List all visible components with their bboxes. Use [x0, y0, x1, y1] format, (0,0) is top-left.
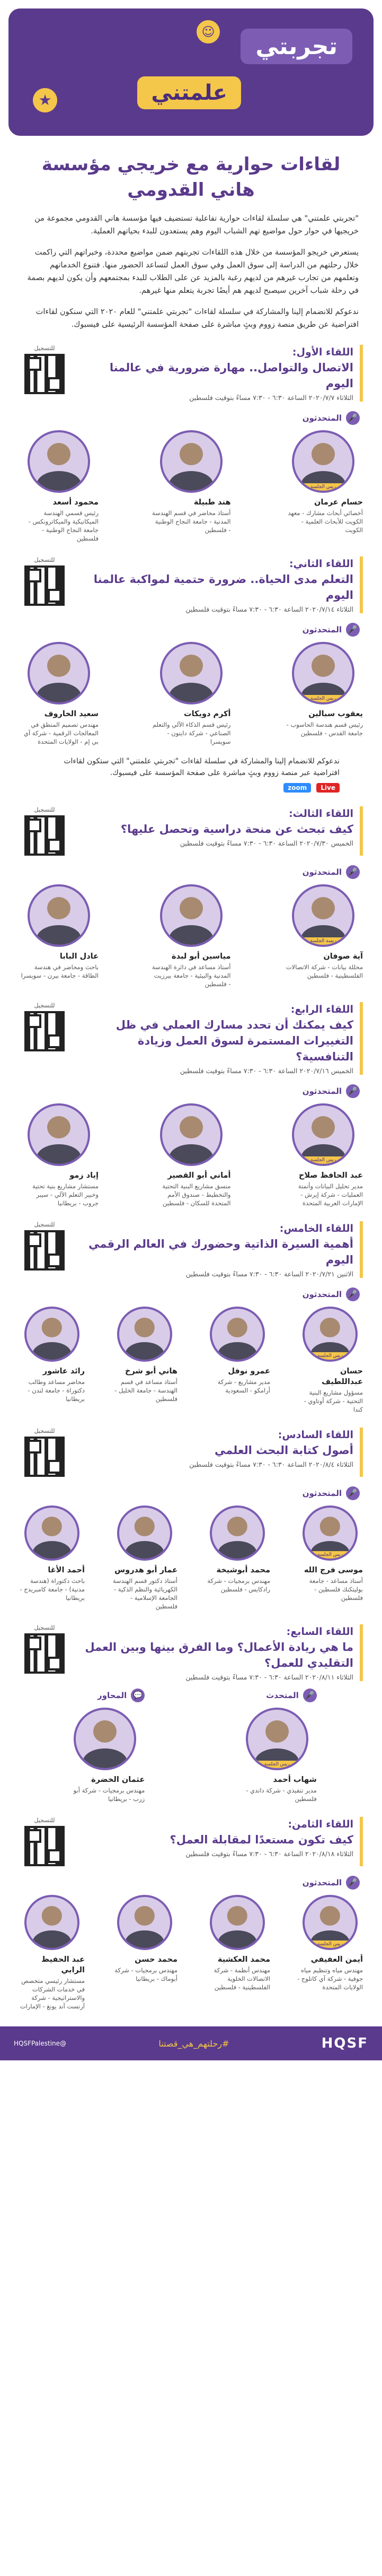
speaker-role: أستاذ مساعد - جامعة بوليتكنك فلسطين - فلسطين	[309, 1577, 363, 1602]
speakers-heading: المتحدثون	[302, 625, 342, 634]
session-title: التعلم مدى الحياة.. ضرورة حتمية لمواكبة عالمنا اليوم	[93, 573, 353, 602]
chat-icon: 💬	[131, 1689, 145, 1702]
qr-code-icon[interactable]	[24, 354, 65, 394]
speaker-card	[283, 1103, 363, 1207]
avatar	[303, 1307, 358, 1362]
avatar	[28, 642, 90, 704]
qr-code-icon[interactable]	[24, 815, 65, 856]
session-4	[19, 1002, 363, 1207]
speaker-role: رئيس قسمي الهندسة الميكانيكية والميكاترونكس - جامعة النجاح الوطنية - فلسطين	[28, 509, 99, 542]
page-title: لقاءات حوارية مع خريجي مؤسسة هاني القدومي	[41, 154, 341, 201]
avatar	[303, 1895, 358, 1950]
moderator-card	[65, 1681, 145, 1803]
qr-code-icon[interactable]	[24, 1826, 65, 1866]
intro-paragraph-2: يستعرض خريجو المؤسسة من خلال هذه اللقاءات تجربتهم ضمن مواضيع محددة، وخبراتهم التي راكمت خلال رحلتهم من الدراسة إلى سوق العمل وفي سوق العمل لتساعد الحضور منها. فتنوع الخدماتهم وتعلمهم من تجارب غيرهم من لديهم رغبة بالمزيد عن على الطلاب للبدء بمجتمعهم وأن يكون لديهم بصمة في رحلة شباب آخرين سيصبح لديهم هم أيضًا تجربة يتعلم منها غيرهم.	[27, 248, 359, 295]
footer	[0, 2026, 382, 2060]
speaker-name: أماني أبو القصير	[167, 1171, 231, 1180]
avatar	[160, 1103, 223, 1166]
session-8	[19, 1817, 363, 2011]
avatar	[117, 1307, 172, 1362]
speaker-role: مهندس برمجيات - شركة رادكايس - فلسطين	[207, 1577, 270, 1593]
avatar	[28, 1103, 90, 1166]
session-label: اللقاء السادس:	[278, 1429, 353, 1441]
speaker-role: مهندس مياه وتنظيم مياه جوفية - شركة آي كاتلوج - الولايات المتحدة	[297, 1966, 363, 1991]
register-qr[interactable]	[19, 556, 70, 606]
speaker-card	[19, 1895, 85, 2011]
speaker-role: مدير تحليل البيانات وأتمتة العمليات - شركة إيرش - الإمارات العربية المتحدة	[298, 1182, 363, 1207]
hashtag: #رحلتهم_هي_قصتنا	[158, 2038, 229, 2049]
speakers-heading: المتحدثون	[302, 1086, 342, 1096]
session-label: اللقاء السابع:	[286, 1626, 353, 1638]
microphone-icon: 🎤	[346, 865, 360, 879]
register-label: للتسجيل	[34, 1624, 55, 1631]
speaker-role: رئيس قسم هندسة الحاسوب - جامعة القدس - فلسطين	[286, 721, 363, 737]
speaker-role: منسق مشاريع البنية التحتية والتخطيط - صندوق الأمم المتحدة للسكان - فلسطين	[162, 1182, 231, 1207]
intro-paragraph-3: ندعوكم للانضمام إلينا والمشاركة في سلسلة لقاءات "تجربتي علمتني" للعام ٢٠٢٠ التي سنكون لقاءات افتراضية عن طريق منصة زووم وبثٍ مباشرة على صفحة المؤسسة الرئيسية على فيسبوك.	[35, 308, 359, 329]
avatar	[160, 642, 223, 704]
speaker-card	[205, 1895, 270, 2011]
speaker-role: أستاذ دكتور قسم الهندسة الكهربائية والنظم الذكية - الجامعة الإسلامية - فلسطين	[112, 1577, 177, 1610]
speaker-card	[297, 1505, 363, 1611]
speaker-card	[297, 1895, 363, 2011]
speaker-heading: المتحدث	[266, 1691, 299, 1700]
speaker-name: حسام عرمان	[314, 498, 363, 507]
speaker-role: أستاذ محاضر في قسم الهندسة المدنية - جامعة النجاح الوطنية - فلسطين	[152, 509, 231, 534]
chair-badge: ريس الجلسة	[305, 1940, 356, 1948]
qr-code-icon[interactable]	[24, 1011, 65, 1051]
speaker-name: عبد الحافظ صلاح	[298, 1171, 363, 1180]
speaker-card	[112, 1307, 177, 1414]
microphone-icon: 🎤	[346, 411, 360, 425]
register-qr[interactable]	[19, 1428, 70, 1477]
qr-code-icon[interactable]	[24, 1230, 65, 1270]
platform-badges	[42, 783, 340, 793]
moderator-name: عثمان الخضرة	[91, 1776, 145, 1784]
speakers-heading: المتحدثون	[302, 413, 342, 423]
avatar	[160, 430, 223, 493]
session-5	[19, 1221, 363, 1414]
speaker-card	[205, 1307, 270, 1414]
session-label: اللقاء الثاني:	[289, 558, 353, 570]
session-title: أصول كتابة البحث العلمي	[215, 1444, 353, 1457]
session-date: الثلاثاء ٢٠٢٠/٧/١٤ الساعة ٦:٣٠ - ٧:٣٠ مساءً بتوقيت فلسطين	[185, 605, 353, 613]
speaker-card	[19, 1103, 99, 1207]
speaker-name: رائد عاشور	[42, 1367, 85, 1376]
avatar	[210, 1307, 265, 1362]
speaker-card	[19, 430, 99, 543]
session-label: اللقاء الرابع:	[290, 1004, 353, 1015]
avatar	[292, 642, 354, 704]
session-2	[19, 556, 363, 793]
speaker-card	[19, 642, 99, 746]
session-7	[19, 1624, 363, 1803]
speaker-name: يعقوب سبالين	[308, 710, 363, 718]
session-title: ما هي ريادة الأعمال؟ وما الفرق بينها وبين العمل التقليدي للعمل؟	[85, 1641, 353, 1669]
speaker-name: شهاب أحمد	[273, 1776, 317, 1784]
speaker-role: مستشار رئيسي متخصص في خدمات الشركات والاستراتيجية - شركة آرنست آند يونغ - الإمارات	[20, 1977, 85, 2010]
speaker-name: عمرو نوفل	[228, 1367, 270, 1376]
register-label: للتسجيل	[34, 1817, 55, 1824]
hero-word-1: تجربتي	[241, 29, 352, 64]
session-date: الثلاثاء ٢٠٢٠/٨/١١ الساعة ٦:٣٠ - ٧:٣٠ مساءً بتوقيت فلسطين	[185, 1673, 353, 1681]
speaker-name: آية صوفان	[323, 952, 363, 961]
zoom-badge: zoom	[283, 783, 311, 793]
speaker-card	[283, 430, 363, 543]
speaker-card	[297, 1307, 363, 1414]
speakers-heading: المتحدثون	[302, 867, 342, 877]
session-date: الثلاثاء ٢٠٢٠/٧/٧ الساعة ٦:٣٠ - ٧:٣٠ مساءً بتوقيت فلسطين	[189, 394, 353, 402]
register-label: للتسجيل	[34, 345, 55, 352]
session-3	[19, 806, 363, 988]
speaker-card	[152, 884, 231, 988]
speaker-role: مسؤول مشاريع البنية التحتية - شركة أوتاوي - كندا	[304, 1389, 363, 1413]
register-label: للتسجيل	[34, 556, 55, 563]
session-date: الخميس ٢٠٢٠/٧/٣٠ الساعة ٦:٣٠ - ٧:٣٠ مساءً بتوقيت فلسطين	[180, 839, 353, 847]
chair-badge: ريسة الجلسة	[294, 937, 352, 945]
speaker-role: رئيس قسم الذكاء الآلي والتعلم الصناعي - شركة دايتون - سويسرا	[152, 721, 231, 745]
speaker-card	[19, 884, 99, 988]
register-label: للتسجيل	[34, 806, 55, 813]
hero-word-2: علمتني	[137, 76, 241, 109]
speaker-name: أحمد الأغا	[48, 1566, 85, 1574]
speaker-name: محمود أسعد	[52, 498, 99, 507]
join-note: ندعوكم للانضمام إلينا والمشاركة في سلسلة لقاءات "تجربتي علمتني" التي ستكون لقاءات افتراضية عبر منصة زووم وبثٍ مباشرة على صفحة المؤسسة على فيسبوك.	[64, 757, 340, 777]
speaker-card	[19, 1505, 85, 1611]
speaker-card	[205, 1505, 270, 1611]
avatar	[210, 1505, 265, 1561]
register-label: للتسجيل	[34, 1428, 55, 1434]
avatar	[303, 1505, 358, 1561]
speaker-name: هند طبيلة	[193, 498, 231, 507]
speaker-role: أستاذ مساعد في قسم الهندسة - جامعة الخليل - فلسطين	[114, 1378, 177, 1403]
chair-badge: ريس الجلسة	[305, 1551, 356, 1559]
register-qr[interactable]	[19, 806, 70, 856]
speaker-role: محاضر مساعد وطالب دكتوراة - جامعة لندن - بريطانيا	[28, 1378, 85, 1403]
qr-code-icon[interactable]	[24, 565, 65, 606]
speakers-heading: المتحدثون	[302, 1489, 342, 1498]
speaker-name: عبد الحفيظ الرابي	[41, 1955, 85, 1974]
avatar	[292, 1103, 354, 1166]
speaker-name: محمد أبوشيخة	[216, 1566, 270, 1574]
register-qr[interactable]	[19, 1002, 70, 1051]
session-label: اللقاء الخامس:	[279, 1223, 353, 1234]
speaker-role: أستاذ مساعد في دائرة الهندسة المدنية والبيئية - جامعة بيرزيت - فلسطين	[152, 963, 231, 988]
avatar	[28, 430, 90, 493]
speaker-card	[237, 1681, 317, 1803]
session-title: كيف يمكنك أن تحدد مسارك العملي في ظل التغييرات المستمرة لسوق العمل وزيادة التنافسية؟	[116, 1019, 353, 1063]
avatar	[160, 884, 223, 947]
speaker-role: مهندس برمجيات - شركة أبوماك - بريطانيا	[114, 1966, 177, 1982]
chair-badge: ريس الجلسة	[294, 695, 352, 702]
speaker-card	[112, 1895, 177, 2011]
avatar	[292, 884, 354, 947]
avatar	[28, 884, 90, 947]
chair-badge: ريس الجلسة	[305, 1352, 356, 1360]
session-title: كيف تكون مستعدًا لمقابلة العمل؟	[170, 1833, 353, 1846]
moderator-role: مهندس برمجيات - شركة أبو زرب - بريطانيا	[73, 1787, 145, 1803]
moderator-heading: المحاور	[97, 1691, 127, 1700]
speaker-name: حسان عبداللطيف	[322, 1367, 363, 1386]
speaker-name: محمد العكشية	[217, 1955, 270, 1964]
avatar	[292, 430, 354, 493]
speaker-name: إياد زمو	[69, 1171, 99, 1180]
social-handle[interactable]: @HQSFPalestine	[14, 2040, 67, 2047]
register-qr[interactable]	[19, 1817, 70, 1866]
speaker-name: هاني أبو شرخ	[125, 1367, 177, 1376]
hero-banner	[8, 8, 374, 136]
speaker-role: مستشار مشاريع بنية تحتية وخبير التعلم الآلي - سيبر جروب - بريطانيا	[32, 1182, 99, 1207]
avatar	[210, 1895, 265, 1950]
register-qr[interactable]	[19, 1624, 70, 1674]
microphone-icon: 🎤	[346, 1287, 360, 1301]
speaker-card	[19, 1307, 85, 1414]
speaker-name: محمد حسن	[135, 1955, 177, 1964]
speaker-card	[152, 642, 231, 746]
session-1	[19, 345, 363, 543]
qr-code-icon[interactable]	[24, 1437, 65, 1477]
speaker-role: محللة بيانات - شركة الاتصالات الفلسطينية - فلسطين	[286, 963, 363, 979]
chair-badge: ريس الجلسة	[248, 1761, 306, 1768]
qr-code-icon[interactable]	[24, 1633, 65, 1674]
speaker-card	[283, 884, 363, 988]
speaker-name: موسى فرج الله	[304, 1566, 363, 1574]
speaker-name: عادل البابا	[59, 952, 99, 961]
session-title: كيف تبحث عن منحة دراسية وتحصل عليها؟	[120, 823, 353, 836]
avatar	[246, 1708, 308, 1770]
speaker-role: باحث دكتوراة (هندسة مدنية) - جامعة كامبريدج - بريطانيا	[20, 1577, 85, 1602]
speaker-card	[152, 430, 231, 543]
speaker-name: سعيد الخاروف	[44, 710, 99, 718]
chair-badge: ريس الجلسة	[294, 483, 352, 491]
person-icon: ☺	[197, 20, 220, 43]
speaker-role: مدير تنفيذي - شركة داندي - فلسطين	[246, 1787, 317, 1803]
register-qr[interactable]	[19, 1221, 70, 1270]
speaker-role: مدير مشاريع - شركة أرامكو - السعودية	[217, 1378, 270, 1394]
microphone-icon: 🎤	[303, 1689, 317, 1702]
register-label: للتسجيل	[34, 1221, 55, 1228]
speaker-card	[112, 1505, 177, 1611]
register-label: للتسجيل	[34, 1002, 55, 1009]
session-label: اللقاء الأول:	[292, 346, 353, 358]
speakers-heading: المتحدثون	[302, 1290, 342, 1299]
speaker-name: أكرم دويكات	[184, 710, 231, 718]
avatar	[74, 1708, 136, 1770]
microphone-icon: 🎤	[346, 1084, 360, 1098]
session-date: الاثنين ٢٠٢٠/٧/٢١ الساعة ٦:٣٠ - ٧:٣٠ مساءً بتوقيت فلسطين	[185, 1270, 353, 1278]
session-label: اللقاء الثامن:	[288, 1818, 353, 1830]
avatar	[24, 1505, 79, 1561]
session-6	[19, 1428, 363, 1611]
speaker-role: مهندس تصميم المنطق في المعالجات الرقمية - شركة آي بي إم - الولايات المتحدة	[23, 721, 99, 745]
speaker-name: عمار أبو هدروس	[114, 1566, 177, 1574]
session-title: الاتصال والتواصل.. مهارة ضرورية في عالمنا اليوم	[109, 361, 353, 390]
speaker-role: مهندس أنظمة - شركة الاتصالات الخلوية الفلسطينية - فلسطين	[214, 1966, 270, 1991]
speaker-name: مياسين أبو لبدة	[172, 952, 231, 961]
session-date: الثلاثاء ٢٠٢٠/٨/١٨ الساعة ٦:٣٠ - ٧:٣٠ مساءً بتوقيت فلسطين	[185, 1850, 353, 1858]
speaker-role: باحث ومحاضر في هندسة الطاقة - جامعة بيرن - سويسرا	[21, 963, 99, 979]
speaker-name: أيمن العفيفي	[310, 1955, 363, 1964]
avatar	[24, 1895, 79, 1950]
microphone-icon: 🎤	[346, 623, 360, 637]
session-date: الثلاثاء ٢٠٢٠/٨/٤ الساعة ٦:٣٠ - ٧:٣٠ مساءً بتوقيت فلسطين	[189, 1460, 353, 1468]
chair-badge: ريس الجلسة	[294, 1156, 352, 1164]
avatar	[117, 1505, 172, 1561]
avatar	[24, 1307, 79, 1362]
speaker-role: أخصائي أبحاث مشارك - معهد الكويت للأبحاث العلمية - الكويت	[288, 509, 363, 534]
live-badge: Live	[316, 783, 340, 793]
star-icon: ★	[33, 88, 57, 112]
avatar	[117, 1895, 172, 1950]
speakers-heading: المتحدثون	[302, 1878, 342, 1887]
session-title: أهمية السيرة الذاتية وحضورك في العالم الرقمي اليوم	[88, 1238, 353, 1266]
session-label: اللقاء الثالث:	[289, 808, 353, 820]
brand-logo: HQSF	[321, 2035, 368, 2051]
microphone-icon: 🎤	[346, 1486, 360, 1500]
register-qr[interactable]	[19, 345, 70, 394]
speaker-card	[283, 642, 363, 746]
speaker-card	[152, 1103, 231, 1207]
page	[0, 8, 382, 2060]
session-date: الخميس ٢٠٢٠/٧/١٦ الساعة ٦:٣٠ - ٧:٣٠ مساءً بتوقيت فلسطين	[180, 1067, 353, 1075]
intro-paragraph-1: "تجربتي علمتني" هي سلسلة لقاءات حوارية تفاعلية تستضيف فيها مؤسسة هاني القدومي مجموعة من خريجيها في حوار حول مواضيع تهم الشباب اليوم وهم يستعدون للبدء بحياتهم العملية.	[34, 214, 359, 236]
microphone-icon: 🎤	[346, 1876, 360, 1890]
